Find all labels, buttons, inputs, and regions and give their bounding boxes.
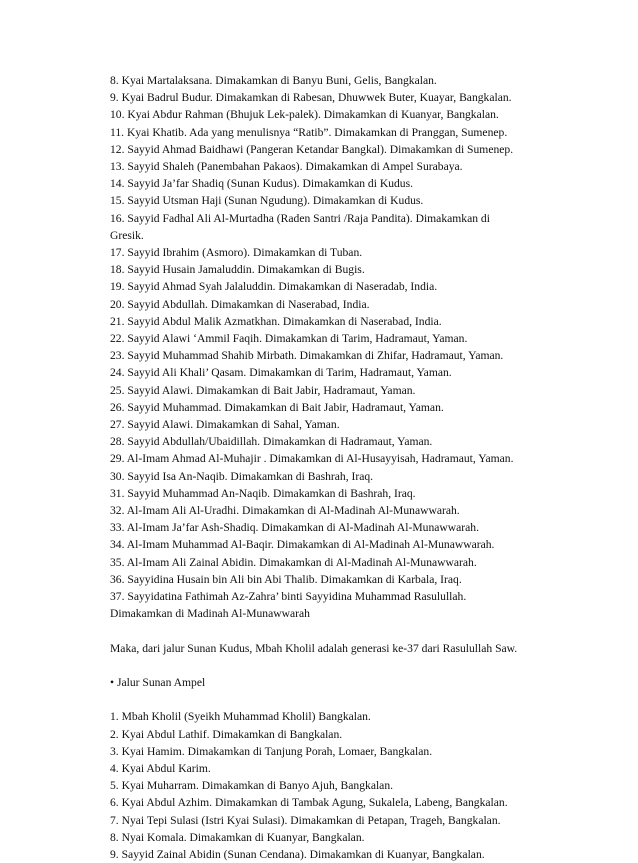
list-line: 9. Sayyid Zainal Abidin (Sunan Cendana). Dimakamkan di Kuanyar, Bangkalan. — [110, 848, 485, 862]
list-line: 29. Al-Imam Ahmad Al-Muhajir . Dimakamkan di Al-Husayyisah, Hadramaut, Yaman. — [110, 452, 514, 466]
list-line: 10. Kyai Abdur Rahman (Bhujuk Lek-palek). Dimakamkan di Kuanyar, Bangkalan. — [110, 108, 499, 122]
list-line: 31. Sayyid Muhammad An-Naqib. Dimakamkan di Bashrah, Iraq. — [110, 486, 416, 500]
list-line: 26. Sayyid Muhammad. Dimakamkan di Bait Jabir, Hadramaut, Yaman. — [110, 400, 444, 414]
list-line: 34. Al-Imam Muhammad Al-Baqir. Dimakamkan di Al-Madinah Al-Munawwarah. — [110, 538, 495, 552]
list-line: 35. Al-Imam Ali Zainal Abidin. Dimakamkan di Al-Madinah Al-Munawwarah. — [110, 555, 477, 569]
list-line: 24. Sayyid Ali Khali’ Qasam. Dimakamkan di Tarim, Hadramaut, Yaman. — [110, 366, 452, 380]
list-line: 37. Sayyidatina Fathimah Az-Zahra’ binti Sayyidina Muhammad Rasulullah. — [110, 590, 467, 604]
list-line: Dimakamkan di Madinah Al-Munawwarah — [110, 607, 310, 621]
summary-paragraph: Maka, dari jalur Sunan Kudus, Mbah Kholil adalah generasi ke-37 dari Rasulullah Saw. — [110, 641, 518, 655]
list-line: 11. Kyai Khatib. Ada yang menulisnya “Ratib”. Dimakamkan di Pranggan, Sumenep. — [110, 125, 508, 139]
list-line: 25. Sayyid Alawi. Dimakamkan di Bait Jabir, Hadramaut, Yaman. — [110, 383, 416, 397]
list-line: 32. Al-Imam Ali Al-Uradhi. Dimakamkan di Al-Madinah Al-Munawwarah. — [110, 504, 460, 518]
list-line: 1. Mbah Kholil (Syeikh Muhammad Kholil) Bangkalan. — [110, 710, 371, 724]
list-line: 3. Kyai Hamim. Dimakamkan di Tanjung Porah, Lomaer, Bangkalan. — [110, 744, 433, 758]
list-line: 17. Sayyid Ibrahim (Asmoro). Dimakamkan di Tuban. — [110, 246, 363, 260]
list-line: 36. Sayyidina Husain bin Ali bin Abi Thalib. Dimakamkan di Karbala, Iraq. — [110, 572, 462, 586]
list-line: 6. Kyai Abdul Azhim. Dimakamkan di Tambak Agung, Sukalela, Labeng, Bangkalan. — [110, 796, 508, 810]
list-line: 5. Kyai Muharram. Dimakamkan di Banyo Ajuh, Bangkalan. — [110, 779, 394, 793]
list-line: 22. Sayyid Alawi ‘Ammil Faqih. Dimakamkan di Tarim, Hadramaut, Yaman. — [110, 332, 468, 346]
list-line: 15. Sayyid Utsman Haji (Sunan Ngudung). Dimakamkan di Kudus. — [110, 194, 424, 208]
list-line: 16. Sayyid Fadhal Ali Al-Murtadha (Raden Santri /Raja Pandita). Dimakamkan di — [110, 211, 490, 225]
list-line: 7. Nyai Tepi Sulasi (Istri Kyai Sulasi). Dimakamkan di Petapan, Trageh, Bangkalan. — [110, 813, 501, 827]
lineage-list-sunan-ampel — [110, 708, 580, 863]
list-line: 9. Kyai Badrul Budur. Dimakamkan di Rabesan, Dhuwwek Buter, Kuayar, Bangkalan. — [110, 91, 512, 105]
list-line: 19. Sayyid Ahmad Syah Jalaluddin. Dimakamkan di Naseradab, India. — [110, 280, 438, 294]
section-heading: • Jalur Sunan Ampel — [110, 676, 206, 690]
list-line: 28. Sayyid Abdullah/Ubaidillah. Dimakamkan di Hadramaut, Yaman. — [110, 435, 433, 449]
list-line: 18. Sayyid Husain Jamaluddin. Dimakamkan di Bugis. — [110, 263, 365, 277]
list-line: 12. Sayyid Ahmad Baidhawi (Pangeran Ketandar Bangkal). Dimakamkan di Sumenep. — [110, 142, 514, 156]
list-line: 14. Sayyid Ja’far Shadiq (Sunan Kudus). Dimakamkan di Kudus. — [110, 177, 414, 191]
blank-line — [110, 623, 580, 640]
list-line: 8. Nyai Komala. Dimakamkan di Kuanyar, Bangkalan. — [110, 830, 365, 844]
blank-line — [110, 691, 580, 708]
list-line: 21. Sayyid Abdul Malik Azmatkhan. Dimakamkan di Naserabad, India. — [110, 314, 442, 328]
blank-line — [110, 657, 580, 674]
list-line: 30. Sayyid Isa An-Naqib. Dimakamkan di Bashrah, Iraq. — [110, 469, 374, 483]
list-line: 2. Kyai Abdul Lathif. Dimakamkan di Bangkalan. — [110, 727, 343, 741]
list-line: 20. Sayyid Abdullah. Dimakamkan di Naserabad, India. — [110, 297, 370, 311]
list-line: 27. Sayyid Alawi. Dimakamkan di Sahal, Yaman. — [110, 418, 340, 432]
list-line: 33. Al-Imam Ja’far Ash-Shadiq. Dimakamkan di Al-Madinah Al-Munawwarah. — [110, 521, 479, 535]
document-body — [110, 72, 580, 863]
list-line: 23. Sayyid Muhammad Shahib Mirbath. Dimakamkan di Zhifar, Hadramaut, Yaman. — [110, 349, 504, 363]
list-line: 8. Kyai Martalaksana. Dimakamkan di Banyu Buni, Gelis, Bangkalan. — [110, 74, 437, 87]
lineage-list-sunan-kudus — [110, 72, 580, 623]
list-line: Gresik. — [110, 228, 144, 242]
list-line: 4. Kyai Abdul Karim. — [110, 762, 211, 776]
list-line: 13. Sayyid Shaleh (Panembahan Pakaos). Dimakamkan di Ampel Surabaya. — [110, 160, 463, 174]
